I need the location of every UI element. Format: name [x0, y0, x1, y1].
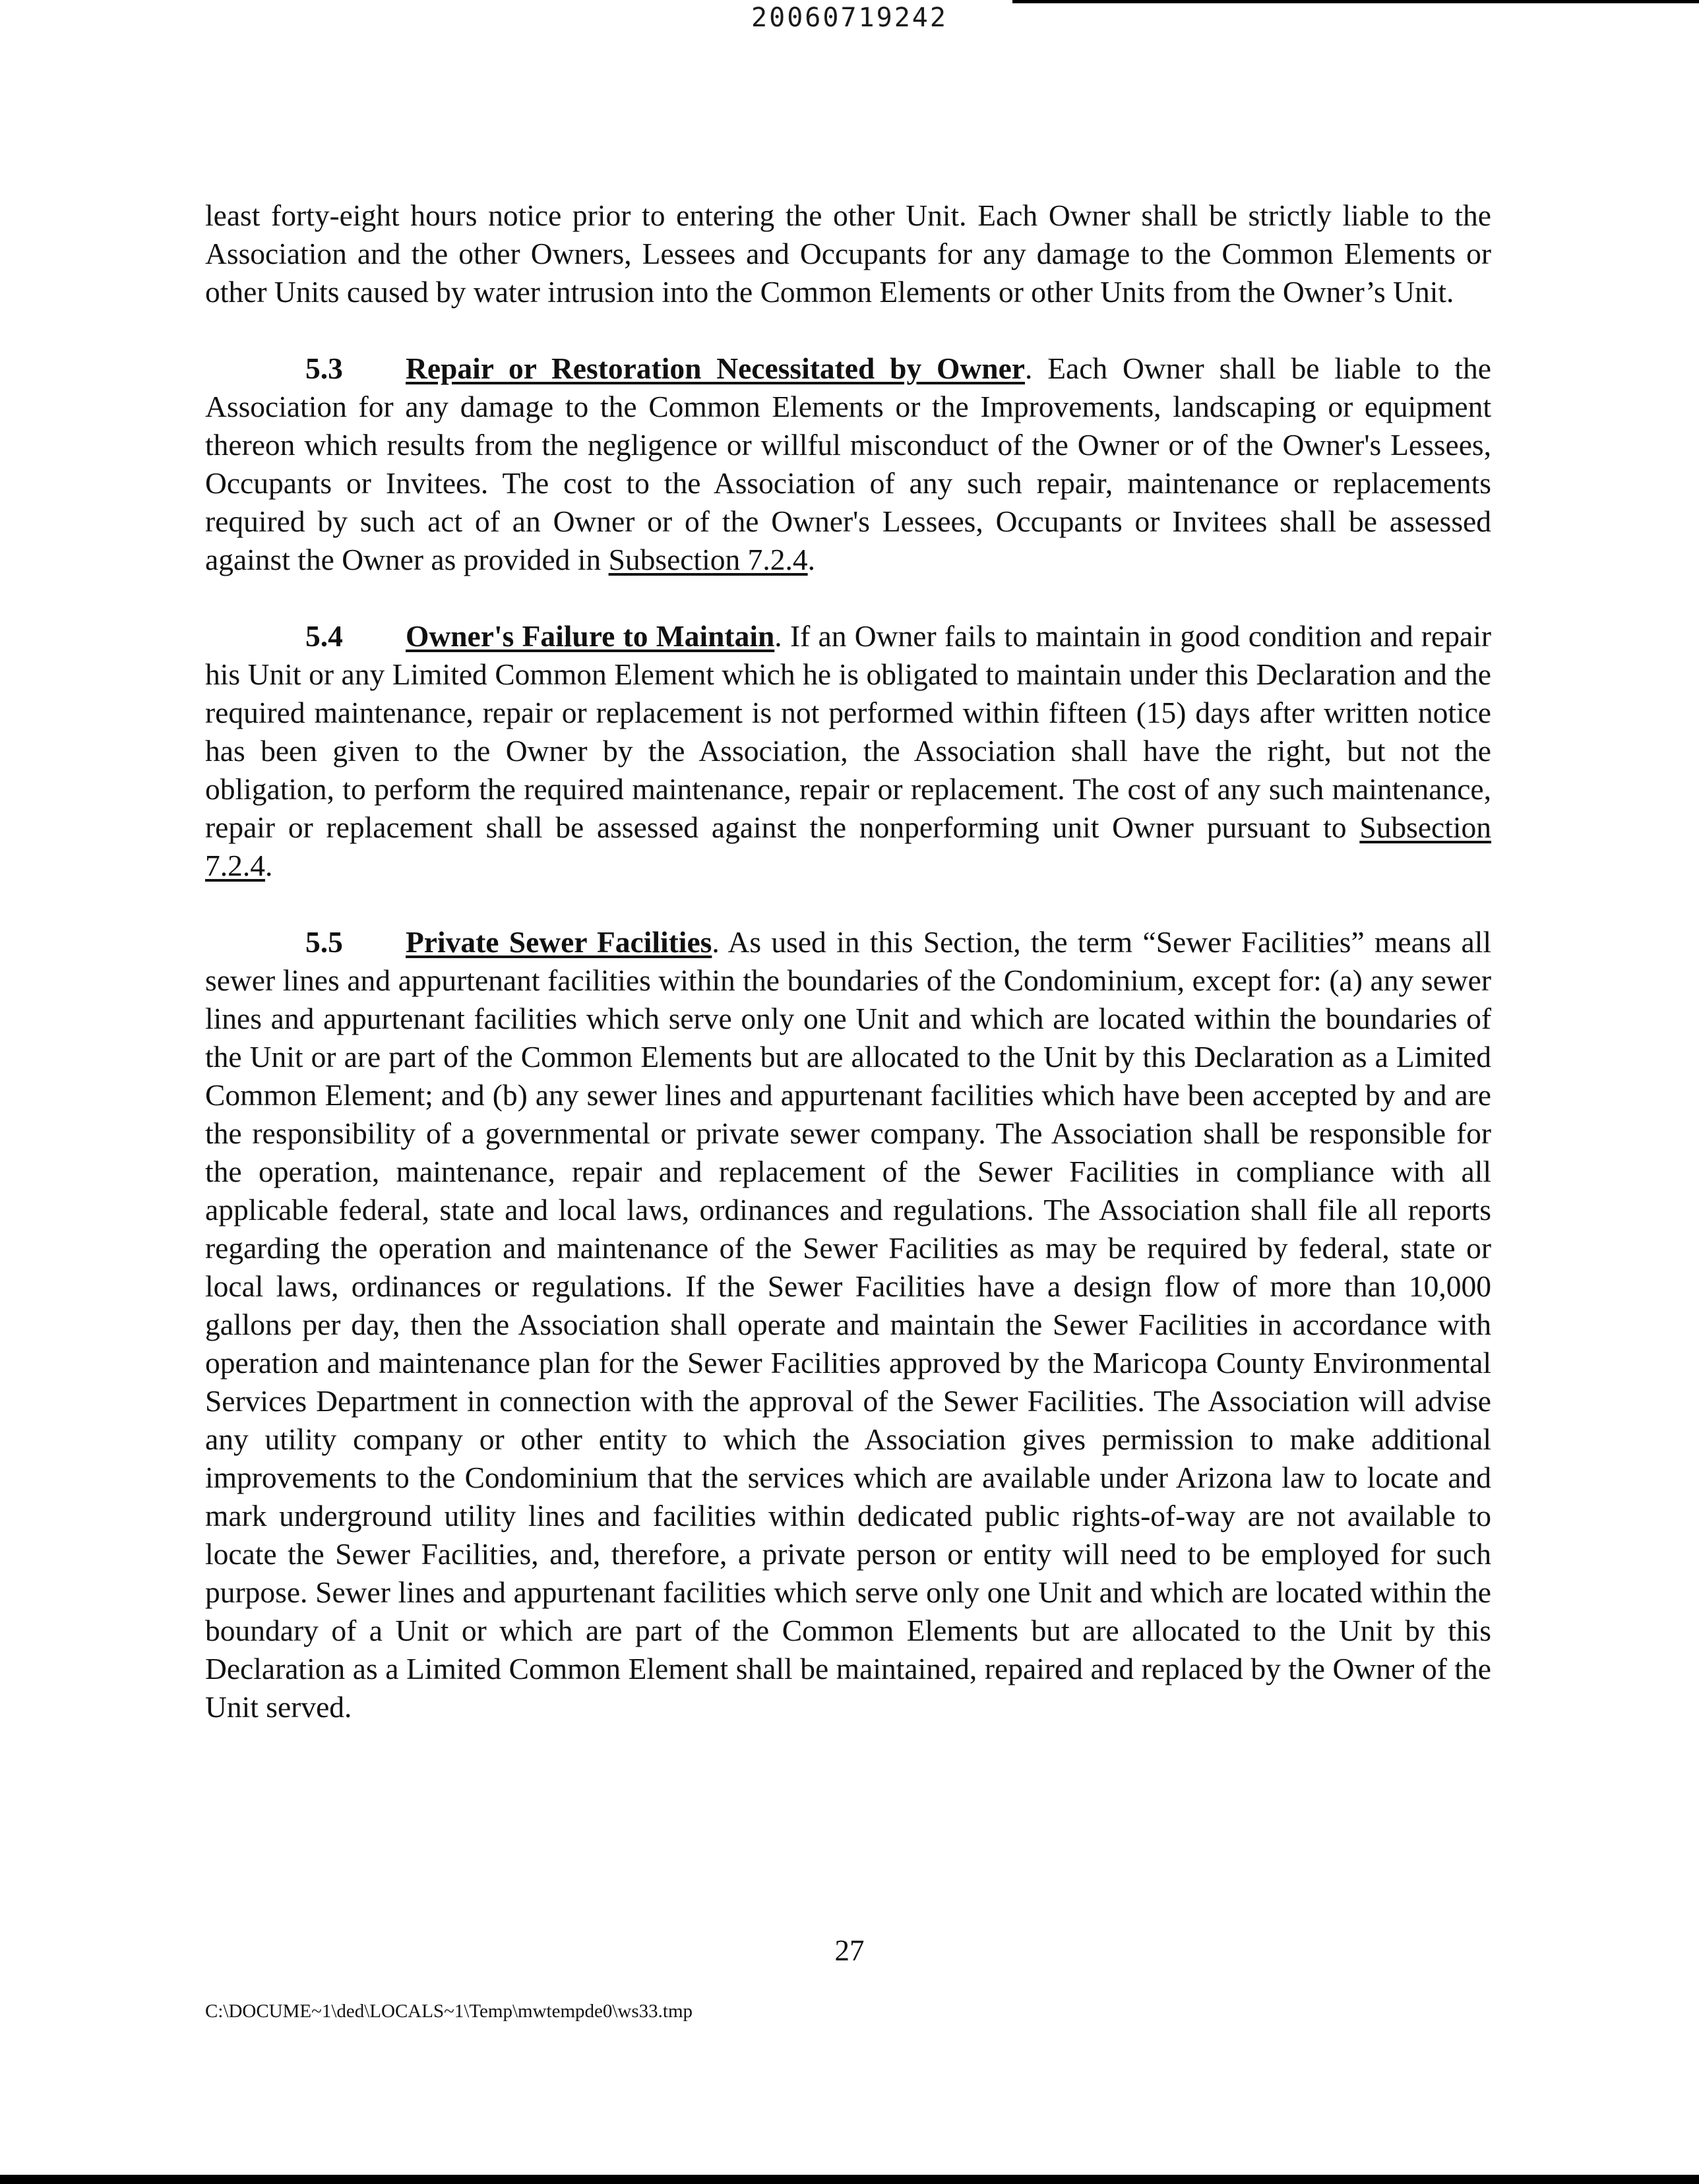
section-body: . Each Owner shall be liable to the Association for any damage to the Common Elements or the Improvements, landscaping or equipment thereon which results from the negligence or willful misconduct of the Owner or of the Owner's Lessees, Occupants or Invitees. The cost to the Association of any such repair, maintenance or replacements required by such act of an Owner or of the Owner's Lessees, Occupants or Invitees shall be assessed against the Owner as provided in — [205, 351, 1491, 576]
section-number: 5.5 — [305, 925, 343, 959]
paragraph-continued: least forty-eight hours notice prior to entering the other Unit. Each Owner shall be strictly liable to the Association and the other Owners, Lessees and Occupants for any damage to the Common Elements or other Units caused by water intrusion into the Common Elements or other Units from the Owner’s Unit. — [205, 198, 1491, 309]
section-end: . — [265, 849, 273, 882]
section-title: Repair or Restoration Necessitated by Owner — [406, 351, 1025, 385]
document-body — [205, 197, 1491, 1765]
section-5-5 — [205, 923, 1491, 1726]
file-path: C:\DOCUME~1\ded\LOCALS~1\Temp\mwtempde0\ws33.tmp — [205, 2001, 693, 2022]
section-number: 5.3 — [305, 351, 343, 385]
page-number: 27 — [834, 1934, 865, 1967]
section-end: . — [807, 543, 815, 576]
bottom-scan-edge — [0, 2175, 1699, 2184]
section-5-3 — [205, 349, 1491, 579]
section-number: 5.4 — [305, 619, 343, 653]
recording-number: 20060719242 — [751, 3, 948, 33]
section-body: . As used in this Section, the term “Sewer Facilities” means all sewer lines and appurtenant facilities within the boundaries of the Condominium, except for: (a) any sewer lines and appurtenant facilities which serve only one Unit and which are located within the boundaries of the Unit or are part of the Common Elements but are allocated to the Unit by this Declaration as a Limited Common Element; and (b) any sewer lines and appurtenant facilities which have been accepted by and are the responsibility of a governmental or private sewer company. The Association shall be responsible for the operation, maintenance, repair and replacement of the Sewer Facilities in compliance with all applicable federal, state and local laws, ordinances and regulations. The Association shall file all reports regarding the operation and maintenance of the Sewer Facilities as may be required by federal, state or local laws, ordinances or regulations. If the Sewer Facilities have a design flow of more than 10,000 gallons per day, then the Association shall operate and maintain the Sewer Facilities in accordance with operation and maintenance plan for the Sewer Facilities approved by the Maricopa County Environmental Services Department in connection with the approval of the Sewer Facilities. The Association will advise any utility company or other entity to which the Association gives permission to make additional improvements to the Condominium that the services which are available under Arizona law to locate and mark underground utility lines and facilities within dedicated public rights-of-way are not available to locate the Sewer Facilities, and, therefore, a private person or entity will need to be employed for such purpose. Sewer lines and appurtenant facilities which serve only one Unit and which are located within the boundary of a Unit or which are part of the Common Elements but are allocated to the Unit by this Declaration as a Limited Common Element shall be maintained, repaired and replaced by the Owner of the Unit served. — [205, 925, 1491, 1724]
section-5-4 — [205, 617, 1491, 885]
subsection-reference: Subsection 7.2.4 — [205, 810, 1491, 882]
section-body: . If an Owner fails to maintain in good condition and repair his Unit or any Limited Common Element which he is obligated to maintain under this Declaration and the required maintenance, repair or replacement is not performed within fifteen (15) days after written notice has been given to the Owner by the Association, the Association shall have the right, but not the obligation, to perform the required maintenance, repair or replacement. The cost of any such maintenance, repair or replacement shall be assessed against the nonperforming unit Owner pursuant to — [205, 619, 1491, 844]
subsection-reference: Subsection 7.2.4 — [608, 543, 808, 576]
section-title: Private Sewer Facilities — [406, 925, 712, 959]
section-title: Owner's Failure to Maintain — [406, 619, 775, 653]
